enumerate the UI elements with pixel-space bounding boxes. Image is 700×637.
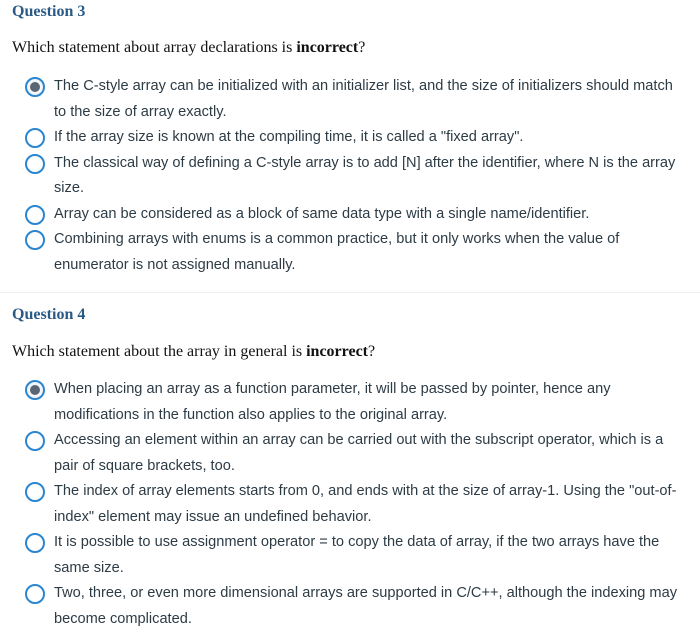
q3-option-3-label: The classical way of defining a C-style array is to add [N] after the identifier, where N is the array size. [54, 154, 676, 196]
q4-option-3-label: The index of array elements starts from 0, and ends with at the size of array-1. Using the "out-of-index" element may issue an undefined behavior. [54, 483, 677, 525]
radio-icon[interactable] [25, 431, 45, 451]
q4-option-3[interactable] [0, 479, 700, 530]
radio-icon[interactable] [25, 230, 45, 250]
q3-option-2-label: If the array size is known at the compiling time, it is called a "fixed array". [54, 129, 524, 145]
radio-icon[interactable] [25, 128, 45, 148]
q4-option-4[interactable] [0, 530, 700, 581]
radio-selected-icon[interactable] [25, 77, 45, 97]
q4-option-4-label: It is possible to use assignment operator = to copy the data of array, if the two arrays have the same size. [54, 534, 660, 576]
q4-option-5-label: Two, three, or even more dimensional arrays are supported in C/C++, although the indexing may become complicated. [54, 585, 678, 627]
q4-option-5[interactable] [0, 581, 700, 632]
question-4-text: Which statement about the array in general is incorrect? [12, 343, 376, 360]
question-3-title: Question 3 [12, 3, 86, 20]
radio-icon[interactable] [25, 584, 45, 604]
q3-option-1[interactable] [0, 74, 700, 125]
question-divider [0, 292, 700, 293]
radio-icon[interactable] [25, 482, 45, 502]
q3-option-1-label: The C-style array can be initialized with an initializer list, and the size of initializers should match to the size of array exactly. [54, 78, 673, 120]
q3-option-4[interactable] [0, 202, 700, 228]
q4-option-2-label: Accessing an element within an array can be carried out with the subscript operator, which is a pair of square brackets, too. [54, 432, 664, 474]
radio-icon[interactable] [25, 205, 45, 225]
radio-icon[interactable] [25, 533, 45, 553]
q4-option-2[interactable] [0, 428, 700, 479]
radio-icon[interactable] [25, 154, 45, 174]
q3-option-3[interactable] [0, 151, 700, 202]
question-4-title: Question 4 [12, 306, 86, 323]
question-4-options [0, 377, 700, 632]
q4-option-1[interactable] [0, 377, 700, 428]
q4-option-1-label: When placing an array as a function parameter, it will be passed by pointer, hence any modifications in the function also applies to the original array. [54, 381, 611, 423]
q3-option-4-label: Array can be considered as a block of same data type with a single name/identifier. [54, 205, 590, 222]
q3-option-5-label: Combining arrays with enums is a common practice, but it only works when the value of enumerator is not assigned manually. [54, 231, 620, 273]
q3-option-5[interactable] [0, 227, 700, 278]
question-3-options [0, 74, 700, 278]
q3-option-2[interactable] [0, 125, 700, 151]
question-3-text: Which statement about array declarations is incorrect? [12, 39, 366, 56]
radio-selected-icon[interactable] [25, 380, 45, 400]
